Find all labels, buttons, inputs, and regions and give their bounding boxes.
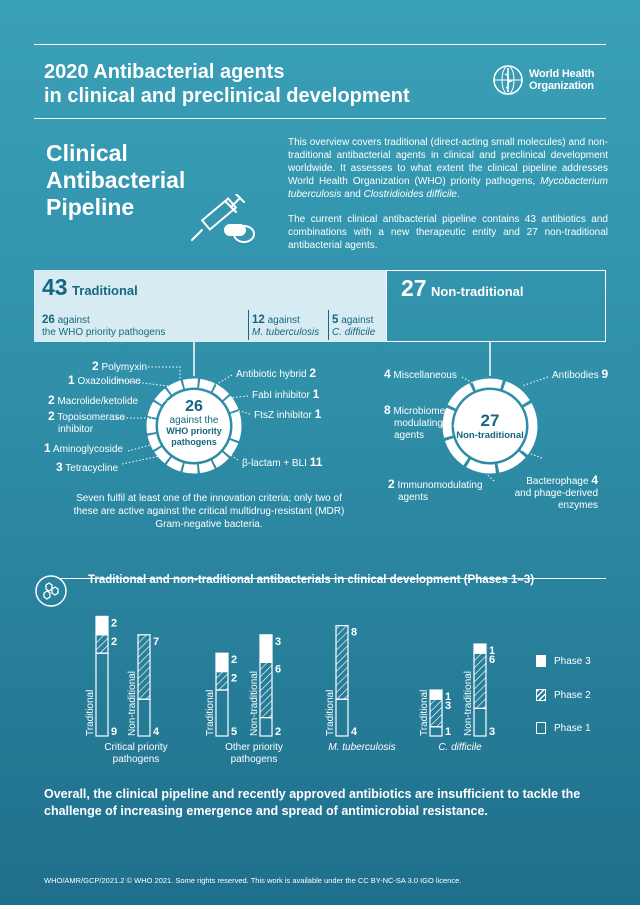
header-rule [34, 118, 606, 119]
bar-phase1 [260, 718, 272, 736]
bar-phase1 [216, 690, 228, 736]
cdiff-summary: 5 against C. difficile [332, 314, 376, 338]
intro-paragraph-2: The current clinical antibacterial pipeline contains 43 antibiotics and combinations with a new therapeutic entity and 27 non-traditional antibacterial agents. [288, 214, 608, 251]
bar-value-label: 4 [351, 726, 358, 738]
class-macrolide: 2 Macrolide/ketolide [48, 393, 139, 407]
bar-type-label: Traditional [325, 689, 336, 736]
traditional-donut-label: 26 against the WHO priority pathogens [166, 398, 222, 447]
bar-type-label: Non-traditional [127, 670, 138, 736]
bar-value-label: 1 [445, 726, 452, 738]
tb-summary: 12 against M. tuberculosis [252, 314, 320, 338]
traditional-summary-box [34, 270, 386, 342]
class-aminoglycoside: 1 Aminoglycoside [44, 441, 123, 455]
legend-phase2: Phase 2 [536, 689, 591, 701]
bar-phase1 [474, 708, 486, 736]
bar-phase3 [96, 616, 108, 634]
section-title-2: Antibacterial [46, 167, 186, 193]
traditional-count: 43 [42, 274, 68, 300]
class-antibiotic-hybrid: Antibiotic hybrid 2 [236, 366, 317, 380]
bar-value-label: 2 [111, 635, 118, 648]
bar-value-label: 2 [231, 654, 238, 667]
bar-type-label: Non-traditional [249, 670, 260, 736]
bar-phase3 [474, 644, 486, 653]
phase1-swatch [536, 722, 546, 734]
class-antibodies: Antibodies 9 [552, 367, 609, 381]
legend-phase3: Phase 3 [536, 655, 591, 667]
bar-value-label: 3 [489, 726, 496, 738]
bar-phase3 [260, 635, 272, 663]
bar-type-label: Traditional [419, 689, 430, 736]
bar-value-label: 8 [351, 626, 358, 639]
bar-value-label: 2 [275, 726, 282, 738]
chart-title: Traditional and non-traditional antibacterials in clinical development (Phases 1–3) [88, 574, 535, 586]
phase3-swatch [536, 655, 546, 667]
class-ftsz-inhibitor: FtsZ inhibitor 1 [254, 407, 322, 421]
class-microbiome-modulating: 8 Microbiome- modulating agents [384, 403, 449, 441]
class-topoisomerase: 2 Topoisomerase inhibitor [48, 409, 126, 435]
title-line-1: 2020 Antibacterial agents [44, 61, 285, 83]
logo-text-2: Organization [529, 80, 594, 92]
non-traditional-summary-box [386, 270, 606, 342]
bar-type-label: Non-traditional [463, 670, 474, 736]
group-label-tb: M. tuberculosis [328, 742, 396, 753]
class-miscellaneous: 4 Miscellaneous [384, 367, 457, 381]
legend-phase1: Phase 1 [536, 722, 591, 734]
bar-value-label: 6 [275, 663, 282, 676]
bar-phase2 [336, 626, 348, 700]
class-bacteriophage: Bacterophage 4 and phage-derived enzymes [514, 473, 599, 511]
class-polymyxin: 2 Polymyxin [92, 359, 148, 373]
bar-value-label: 2 [111, 617, 118, 630]
bar-value-label: 2 [231, 672, 238, 685]
section-title-1: Clinical [46, 140, 128, 166]
group-label-critical: Critical priority pathogens [104, 742, 168, 765]
bar-phase3 [430, 690, 442, 699]
conclusion: Overall, the clinical pipeline and recently approved antibiotics are insufficient to tackle the challenge of increasing emergence and spread of antimicrobial resistance. [44, 787, 581, 818]
phase2-swatch [536, 689, 546, 701]
bar-value-label: 1 [489, 645, 496, 657]
bar-type-label: Traditional [205, 689, 216, 736]
group-label-cdiff: C. difficile [438, 742, 482, 753]
bar-type-label: Traditional [85, 689, 96, 736]
bar-phase2 [216, 672, 228, 690]
bar-phase2 [260, 662, 272, 717]
bar-value-label: 3 [275, 635, 282, 648]
who-emblem-icon [492, 64, 524, 96]
bar-phase1 [336, 699, 348, 736]
class-beta-lactam-bli: β-lactam + BLI 11 [242, 455, 323, 469]
intro-text [288, 136, 608, 264]
group-label-other: Other priority pathogens [225, 742, 283, 765]
page-title [44, 60, 464, 108]
bar-value-label: 5 [231, 726, 238, 738]
logo-text-1: World Health [529, 68, 595, 80]
traditional-label: Traditional [72, 283, 138, 298]
title-line-2: in clinical and preclinical development [44, 85, 410, 107]
non-traditional-label: Non-traditional [431, 284, 524, 299]
who-priority-summary: 26 against the WHO priority pathogens [42, 314, 166, 338]
class-tetracycline: 3 Tetracycline [56, 460, 119, 474]
non-traditional-count: 27 [401, 275, 427, 301]
bar-value-label: 1 [445, 691, 452, 703]
innovation-note: Seven fulfil at least one of the innovation criteria; only two of these are active against the critical multidrug-resistant (MDR) Gram-negative bacteria. [73, 493, 345, 530]
non-traditional-donut-label: 27 Non-traditional [456, 411, 524, 441]
bar-value-label: 3 [445, 700, 452, 713]
bar-phase2 [474, 653, 486, 708]
bar-value-label: 6 [489, 654, 496, 667]
bar-phase3 [216, 653, 228, 671]
bar-phase1 [96, 653, 108, 736]
bar-value-label: 4 [153, 726, 160, 738]
footer-license: WHO/AMR/GCP/2021.2 © WHO 2021. Some rights reserved. This work is available under the CC BY-NC-SA 3.0 IGO licence. [44, 876, 462, 885]
bar-phase1 [430, 727, 442, 736]
syringe-pill-icon [188, 194, 260, 246]
top-rule [34, 44, 606, 45]
bar-value-label: 7 [153, 635, 160, 648]
section-title-3: Pipeline [46, 194, 135, 220]
intro-paragraph-1: This overview covers traditional (direct-acting small molecules) and non-traditional antibacterial agents in clinical and preclinical development worldwide. It assesses to what extent the clinical pipeline addresses World Health Organization (WHO) priority pathogens, Mycobacterium tuberculosis and Clostridioides difficile. [288, 137, 608, 200]
bar-value-label: 9 [111, 726, 118, 738]
who-logo [492, 64, 594, 96]
bar-phase1 [138, 699, 150, 736]
class-fabi-inhibitor: FabI inhibitor 1 [252, 387, 320, 401]
bar-phase2 [138, 635, 150, 699]
bar-phase2 [430, 699, 442, 727]
class-immunomodulating: 2 Immunomodulating agents [388, 477, 483, 503]
bar-phase2 [96, 635, 108, 653]
class-oxazolidinone: 1 Oxazolidinone [68, 373, 141, 387]
